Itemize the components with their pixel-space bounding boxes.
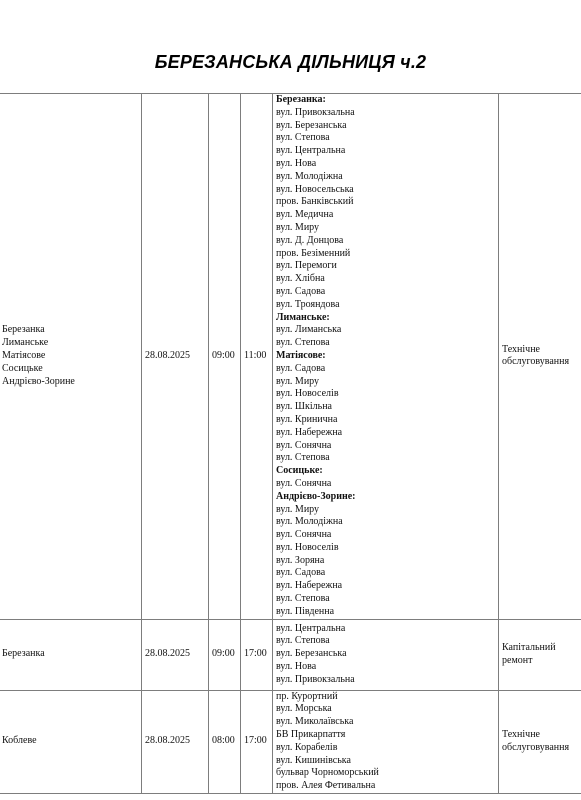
street-item: вул. Хлібна: [276, 273, 325, 285]
date-cell: 28.08.2025: [142, 619, 209, 690]
street-item: вул. Південна: [276, 605, 335, 617]
street-item: вул. Березанська: [276, 119, 347, 131]
street-item: вул. Морська: [276, 703, 332, 715]
street-item: вул. Миру: [276, 503, 320, 515]
locality-cell: [0, 690, 142, 793]
street-item: вул. Миру: [276, 375, 320, 387]
street-item: пр. Курортний: [276, 690, 338, 702]
work-type-cell: Технічне обслуговування: [499, 94, 581, 620]
street-item: вул. Кринична: [276, 413, 338, 425]
streets-cell: [273, 690, 499, 793]
street-item: вул. Степова: [276, 635, 330, 647]
street-item: вул. Набережна: [276, 580, 343, 592]
page-title: БЕРЕЗАНСЬКА ДІЛЬНИЦЯ ч.2: [154, 52, 427, 72]
end-time-cell: 11:00: [241, 94, 273, 620]
locality-name: Андрієво-Зорине: [2, 375, 75, 387]
locality-name: Лиманське: [2, 337, 49, 349]
end-time-cell: 17:00: [241, 619, 273, 690]
locality-name: Коблеве: [2, 735, 37, 747]
street-item: вул. Кишинівська: [276, 754, 351, 766]
street-item: вул. Степова: [276, 132, 330, 144]
street-item: вул. Сонячна: [276, 439, 332, 451]
street-item: вул. Центральна: [276, 145, 346, 157]
street-item: вул. Степова: [276, 337, 330, 349]
street-item: вул. Березанська: [276, 648, 347, 660]
street-item: бульвар Чорноморський: [276, 767, 379, 779]
locality-name: Березанка: [2, 324, 45, 336]
street-item: вул. Д. Донцова: [276, 234, 344, 246]
street-item: вул. Миру: [276, 221, 320, 233]
village-heading: Березанка:: [276, 94, 326, 105]
locality-cell: [0, 619, 142, 690]
street-item: вул. Садова: [276, 285, 326, 297]
street-item: вул. Привокзальна: [276, 673, 355, 685]
village-heading: Андрієво-Зорине:: [276, 490, 356, 502]
street-item: вул. Лиманська: [276, 324, 342, 336]
table-body: [0, 94, 581, 794]
streets-cell: [273, 94, 499, 620]
street-item: вул. Перемоги: [276, 260, 337, 272]
street-item: вул. Медична: [276, 209, 334, 221]
street-item: вул. Новоселів: [276, 541, 339, 553]
street-item: вул. Садова: [276, 362, 326, 374]
street-item: вул. Сонячна: [276, 477, 332, 489]
street-item: вул. Трояндова: [276, 298, 340, 310]
street-item: вул. Нова: [276, 157, 317, 169]
end-time-cell: 17:00: [241, 690, 273, 793]
street-item: пров. Безіменний: [276, 247, 351, 259]
street-item: вул. Нова: [276, 661, 317, 673]
date-cell: 28.08.2025: [142, 94, 209, 620]
street-item: вул. Новоселів: [276, 388, 339, 400]
table-row: [0, 94, 581, 620]
street-item: вул. Набережна: [276, 426, 343, 438]
village-heading: Сосицьке:: [276, 465, 323, 477]
street-item: вул. Зоряна: [276, 554, 325, 566]
village-heading: Матіясове:: [276, 349, 326, 361]
street-item: БВ Прикарпаття: [276, 729, 346, 741]
street-item: вул. Садова: [276, 567, 326, 579]
streets-cell: [273, 619, 499, 690]
street-item: вул. Корабелів: [276, 741, 338, 753]
street-item: вул. Молодіжна: [276, 516, 343, 528]
table-row: [0, 690, 581, 793]
street-item: вул. Привокзальна: [276, 106, 355, 118]
table-row: [0, 619, 581, 690]
street-item: вул. Степова: [276, 593, 330, 605]
outage-schedule-table: [0, 93, 581, 794]
street-item: пров. Алея Фетивальна: [276, 780, 376, 792]
start-time-cell: 09:00: [209, 94, 241, 620]
street-item: вул. Миколаївська: [276, 716, 354, 728]
street-item: вул. Центральна: [276, 622, 346, 634]
street-item: вул. Сонячна: [276, 529, 332, 541]
street-item: вул. Молодіжна: [276, 170, 343, 182]
start-time-cell: 08:00: [209, 690, 241, 793]
street-item: вул. Степова: [276, 452, 330, 464]
date-cell: 28.08.2025: [142, 690, 209, 793]
work-type-cell: Технічне обслуговування: [499, 690, 581, 793]
work-type-cell: Капітальний ремонт: [499, 619, 581, 690]
village-heading: Лиманське:: [276, 311, 330, 323]
start-time-cell: 09:00: [209, 619, 241, 690]
locality-name: Березанка: [2, 648, 45, 660]
locality-name: Матіясове: [2, 349, 46, 361]
street-item: вул. Новосельська: [276, 183, 354, 195]
street-item: вул. Шкільна: [276, 401, 332, 413]
locality-cell: [0, 94, 142, 620]
street-item: пров. Банківський: [276, 196, 354, 208]
locality-name: Сосицьке: [2, 362, 43, 374]
